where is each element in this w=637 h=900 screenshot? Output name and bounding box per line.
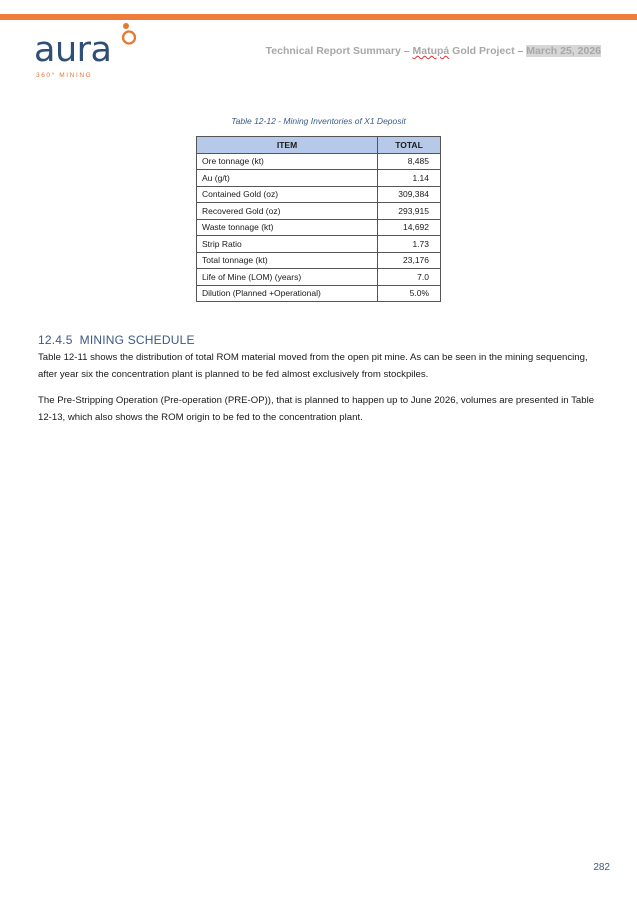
report-date: March 25, 2026 [526, 45, 601, 57]
column-header-total: TOTAL [378, 137, 441, 154]
row-item: Strip Ratio [197, 236, 378, 253]
table-row [197, 285, 441, 302]
row-item: Total tonnage (kt) [197, 252, 378, 269]
section-title: MINING SCHEDULE [79, 333, 195, 347]
table-row [197, 170, 441, 187]
row-item: Life of Mine (LOM) (years) [197, 269, 378, 286]
column-header-item: ITEM [197, 137, 378, 154]
aura-logo [34, 22, 164, 82]
project-name: Matupá [412, 45, 450, 57]
row-total: 14,692 [378, 219, 441, 236]
row-total: 293,915 [378, 203, 441, 220]
row-item: Ore tonnage (kt) [197, 153, 378, 170]
row-total: 1.14 [378, 170, 441, 187]
row-item: Waste tonnage (kt) [197, 219, 378, 236]
row-item: Au (g/t) [197, 170, 378, 187]
logo-tagline: 360° MINING [36, 72, 93, 79]
row-item: Dilution (Planned +Operational) [197, 285, 378, 302]
top-accent-bar [0, 14, 637, 20]
row-item: Contained Gold (oz) [197, 186, 378, 203]
table-header-row [197, 137, 441, 154]
table-row [197, 153, 441, 170]
table-row [197, 203, 441, 220]
mining-inventory-table [196, 136, 441, 302]
section-number: 12.4.5 [38, 333, 73, 347]
body-paragraph: Table 12-11 shows the distribution of total ROM material moved from the open pit mine. As can be seen in the mining sequencing, after year six the concentration plant is planned to be fed almost exclusively from stockpiles. [38, 352, 588, 380]
section-heading [38, 333, 195, 347]
page-number: 282 [593, 862, 610, 873]
table-row [197, 252, 441, 269]
row-total: 23,176 [378, 252, 441, 269]
table-row [197, 236, 441, 253]
logo-ring-icon [121, 22, 145, 48]
body-paragraph: The Pre-Stripping Operation (Pre-operation (PRE-OP)), that is planned to happen up to June 2026, volumes are presented in Table 12-13, which also shows the ROM origin to be fed to the concentration plant. [38, 395, 595, 423]
row-total: 309,384 [378, 186, 441, 203]
report-header-title: Technical Report Summary – Matupá Gold Project – March 25, 2026 [265, 45, 601, 57]
table-caption: Table 12-12 - Mining Inventories of X1 Deposit [231, 116, 406, 126]
row-total: 1.73 [378, 236, 441, 253]
table-row [197, 186, 441, 203]
table-row [197, 269, 441, 286]
row-item: Recovered Gold (oz) [197, 203, 378, 220]
row-total: 8,485 [378, 153, 441, 170]
row-total: 5.0% [378, 285, 441, 302]
table-row [197, 219, 441, 236]
row-total: 7.0 [378, 269, 441, 286]
logo-wordmark: aura [34, 30, 112, 70]
